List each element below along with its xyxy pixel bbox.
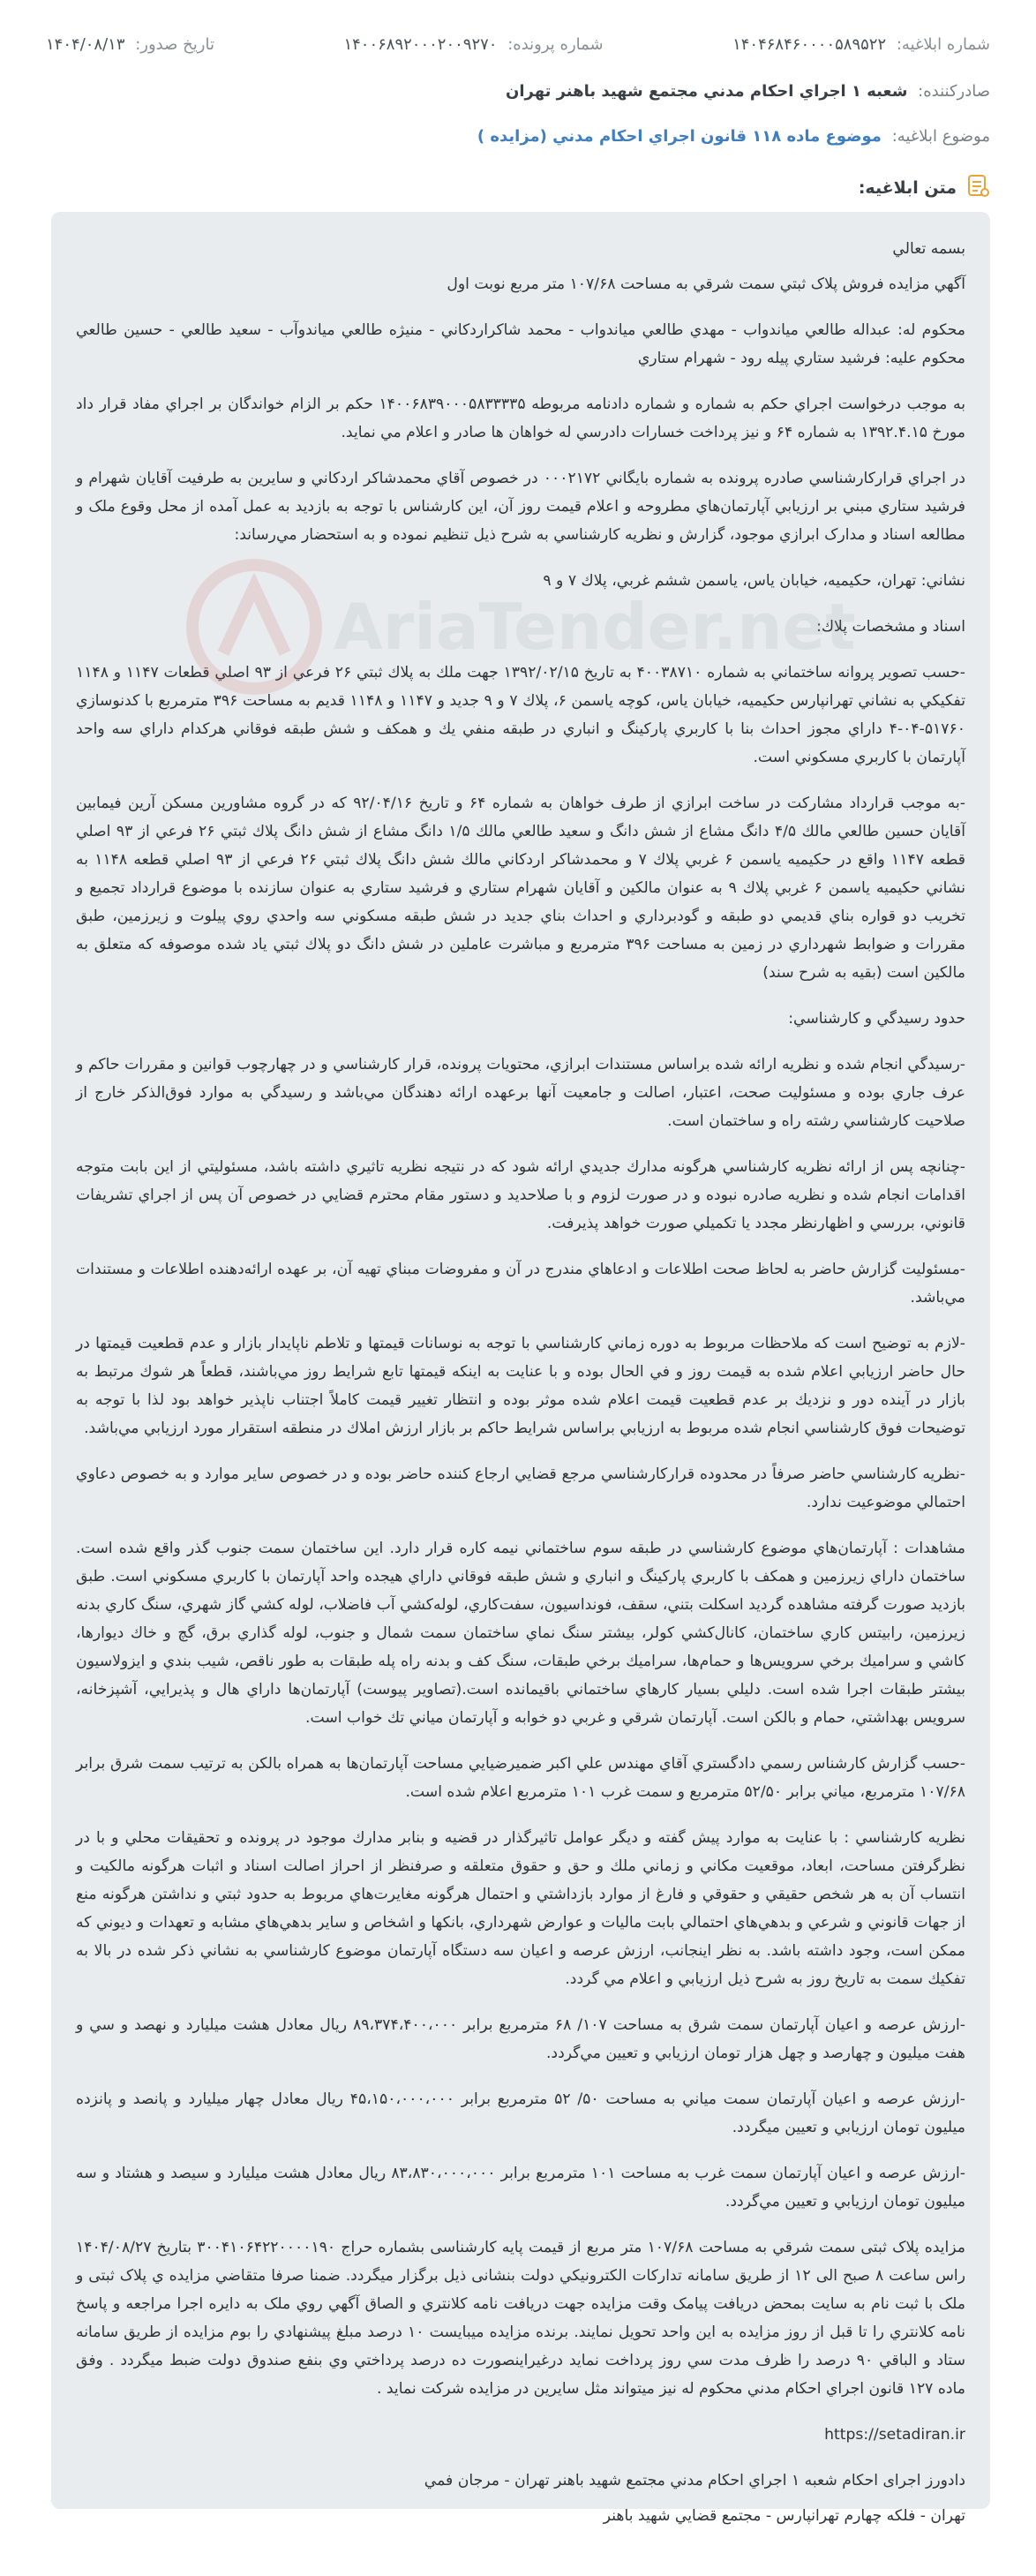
- paragraph: -ارزش عرصه و اعيان آپارتمان سمت مياني به مساحت ۵۰/ ۵۲ مترمربع برابر ۴۵،۱۵۰،۰۰۰،۰۰۰ ريال معادل چهار ميليارد و پانصد و پانزده ميليون تومان ارزيابي و تعيين ميگردد.: [76, 2090, 965, 2136]
- issue-date-value: ۱۴۰۴/۰۸/۱۳: [46, 35, 125, 54]
- notice-header: [0, 0, 1036, 146]
- subject-label: موضوع ابلاغیه:: [891, 127, 990, 146]
- subject-value: موضوع ماده ۱۱۸ قانون اجراي احكام مدني (مزايده ): [477, 127, 882, 146]
- subject: [46, 127, 990, 146]
- address-line: تهران - فلکه چهارم تهرانپارس - مجتمع قضايي شهيد باهنر: [603, 2507, 965, 2525]
- paragraph: محكوم له: عبداله طالعي مياندواب - مهدي طالعي مياندواب - محمد شاكراردكاني - منيژه طالعي مياندوآب - سعيد طالعي - حسين طالعي محكوم عليه: فرشيد ستاري پيله رود - شهرام ستاري: [76, 321, 965, 367]
- paragraph: -حسب تصوير پروانه ساختماني به شماره ۴۰۰۳۸۷۱۰ به تاريخ ۱۳۹۲/۰۲/۱۵ جهت ملك به پلاك ثبتي ۲۶ فرعي از ۹۳ اصلي قطعات ۱۱۴۷ و ۱۱۴۸ تفكيكي به نشاني تهرانپارس حكيميه، خيابان ياس، كوچه ياسمن ۶، پلاك ۷ و ۹ جديد و ۱۱۴۷ و ۱۱۴۸ قديم به مساحت ۳۹۶ مترمربع با كدنوسازي ۵۱۷۶۰-۰۴-۴ داراي مجوز احداث بنا با كاربري پاركينگ و انباري در طبقه منفي يك و همكف و شش طبقه فوقاني هركدام داراي سه واحد آپارتمان با كاربري مسكوني است.: [76, 664, 966, 766]
- paragraph: نشاني: تهران، حكيميه، خيابان ياس، ياسمن ششم غربي، پلاك ۷ و ۹: [543, 572, 965, 590]
- issue-date: [46, 35, 214, 54]
- issuer-label: صادرکننده:: [918, 82, 990, 101]
- issuer: [46, 82, 990, 101]
- paragraph: -ارزش عرصه و اعيان آپارتمان سمت غرب به مساحت ۱۰۱ مترمربع برابر ۸۳،۸۳۰،۰۰۰،۰۰۰ ريال معادل هشت ميليارد و سيصد و هشتاد و سه ميليون تومان ارزيابي و تعيين مي‌گردد.: [76, 2165, 965, 2211]
- signature-line: دادورز اجرای احکام شعبه ۱ اجراي احكام مدني مجتمع شهيد باهنر تهران - مرجان فمي: [424, 2472, 965, 2489]
- paragraph: به موجب درخواست اجراي حکم به شماره و شماره دادنامه مربوطه ۱۴۰۰۶۸۳۹۰۰۰۵۸۳۳۳۳۵ حكم بر الزام خواندگان بر اجراي مفاد قرار داد مورخ ۱۳۹۲.۴.۱۵ به شماره ۶۴ و نيز پرداخت خسارات دادرسي له خواهان ها صادر و اعلام مي نمايد.: [76, 395, 965, 441]
- notice-body: [51, 212, 990, 2525]
- paragraph: -نظريه كارشناسي حاضر صرفاً در محدوده قراركارشناسي مرجع قضايي ارجاع كننده حاضر بوده و در خصوص ساير موارد و به خصوص دعاوي احتمالي موضوعيت ندارد.: [76, 1465, 965, 1511]
- notice-number-value: ۱۴۰۴۶۸۴۶۰۰۰۰۵۸۹۵۲۲: [732, 35, 887, 54]
- paragraph: مشاهدات : آپارتمان‌هاي موضوع كارشناسي در طبقه سوم ساختماني نيمه كاره قرار دارد. اين ساختمان سمت جنوب گذر واقع شده است. ساختمان داراي زيرزمين و همكف با كاربري پاركينگ و انباري و شش طبقه فوقاني داراي هيجده واحد آپارتمان با كاربري مسكوني است. طبق بازديد صورت گرفته مشاهده گرديد اسكلت بتني، سقف، فونداسيون، سفت‌كاري، لوله‌كشي آب فاضلاب، لوله كشي گاز شهري، سنگ كاري بدنه زيرزمين، رابيتس كاري ساختمان، كانال‌كشي كولر، بيشتر سنگ نماي ساختمان سمت شمال و جنوب، لوله گذاري برق، گچ و خاك ديوارها، كاشي و سراميك برخي سرويس‌ها و حمام‌ها، سراميك برخي طبقات، سنگ كف و بدنه راه پله طبقات به طور ناقص، شيب بندي و ايزولاسيون بيشتر طبقات اجرا شده است. دليلي بسيار كارهاي ساختماني باقيمانده است.(تصاوير پيوست) آپارتمان‌ها داراي هال و پذيرايي، آشپزخانه، سرويس بهداشتي، حمام و بالكن است. آپارتمان شرقي و غربي دو خوابه و آپارتمان مياني تك خواب است.: [76, 1540, 965, 1727]
- case-number-label: شماره پرونده:: [507, 35, 604, 54]
- issuer-value: شعبه ۱ اجراي احكام مدني مجتمع شهيد باهنر تهران: [505, 82, 908, 101]
- watermark-text: AriaTender.net: [334, 590, 856, 664]
- paragraph: -به موجب قرارداد مشاركت در ساخت ابرازي از طرف خواهان به شماره ۶۴ و تاريخ ۹۲/۰۴/۱۶ كه در گروه مشاورين مسكن آرين فيمابين آقايان حسين طالعي مالك ۴/۵ دانگ مشاع از شش دانگ و سعيد طالعي مالك ۱/۵ دانگ مشاع از شش دانگ پلاك ثبتي ۲۶ فرعي از ۹۳ اصلي قطعه ۱۱۴۷ واقع در حكيميه ياسمن ۶ غربي پلاك ۷ و محمدشاكر اردكاني مالك شش دانگ پلاك ثبتي ۲۶ فرعي از ۹۳ اصلي قطعه ۱۱۴۸ به نشاني حكيميه ياسمن ۶ غربي پلاك ۹ به عنوان مالكين و آقايان شهرام ستاري و فرشيد ستاري به عنوان سازنده با موضوع قرارداد تجميع و تخريب دو قواره بناي قديمي دو طبقه و گودبرداري و احداث بناي جديد در شش طبقه مسكوني سه واحدي روي پيلوت و زيرزمين، طبق مقررات و ضوابط شهرداري در زمين به مساحت ۳۹۶ مترمربع و مباشرت عاملين در شش دانگ دو پلاك ثبتي ياد شده موصوفه كه متعلق به مالكين است (بقيه به شرح سند): [76, 795, 966, 982]
- section-title-text: متن ابلاغیه:: [858, 177, 957, 198]
- paragraph: -حسب گزارش كارشناس رسمي دادگستري آقاي مهندس علي اكبر ضميرضيايي مساحت آپارتمان‌ها به همراه بالكن به ترتيب سمت شرق برابر ۱۰۷/۶۸ مترمربع، مياني برابر ۵۲/۵۰ مترمربع و سمت غرب ۱۰۱ مترمربع اعلام شده است.: [76, 1755, 965, 1801]
- paragraph: -ارزش عرصه و اعيان آپارتمان سمت شرق به مساحت ۱۰۷/ ۶۸ مترمربع برابر ۸۹،۳۷۴،۴۰۰،۰۰۰ ريال معادل هشت ميليارد و نهصد و سي و هفت ميليون و چهارصد و چهل هزار تومان ارزيابي و تعيين مي‌گردد.: [76, 2016, 965, 2062]
- paragraph: -لازم به توضيح است كه ملاحظات مربوط به دوره زماني كارشناسي با توجه به نوسانات قيمتها و تلاطم ناپايدار بازار و عدم قطعيت قيمتها در حال حاضر ارزيابي اعلام شده به قيمت روز و في الحال بوده و با عنايت به اينكه قيمتها تابع شرايط روز مي‌باشند، قطعاً هر شوك مرتبط به بازار در آينده دور و نزديك بر عدم قطعيت قيمت اعلام شده موثر بوده و انتظار تغيير قيمت كاملاً اجتناب ناپذير خواهد بود لذا با توجه به توضيحات فوق كارشناسي انجام شده مربوط به ارزيابي براساس شرايط حاكم بر بازار ارزش املاك در منطقه استقرار مورد ارزيابي مي‌باشد.: [76, 1335, 965, 1437]
- document-icon: [965, 173, 990, 202]
- paragraph: نظريه كارشناسي : با عنايت به موارد پيش گفته و ديگر عوامل تاثيرگذار در قضيه و بنابر مدارك موجود در پرونده و تحقيقات محلي و با در نظرگرفتن مساحت، ابعاد، موقعيت مكاني و زماني ملك و حق و حقوق متعلقه و صرفنظر از احراز اصالت اسناد و اثبات هرگونه مالكيت و انتساب آن به هر شخص حقيقي و حقوقي و فارغ از موارد بازداشتي و احتمال هرگونه مغايرت‌هاي مربوط به حدود ثبتي و نداشتن هرگونه منع از جهات قانوني و شرعي و بدهي‌هاي احتمالي بابت ماليات و عوارض شهرداري، بانكها و اشخاص و ساير بدهي‌هاي مشابه و تعهدات و ديوني كه ممكن است، وجود داشته باشد. به نظر اينجانب، ارزش عرصه و اعيان سه دستگاه آپارتمان موضوع كارشناسي به نشاني ذكر شده در بالا به تفكيك سمت به تاريخ روز به شرح ذيل ارزيابي و اعلام مي گردد.: [76, 1829, 965, 1988]
- paragraph: مزايده پلاک ثبتی سمت شرقي به مساحت ۱۰۷/۶۸ متر مربع از قيمت پايه کارشناسی بشماره حراج ۳۰۰۴۱۰۶۴۲۲۰۰۰۰۱۹۰ بتاريخ ۱۴۰۴/۰۸/۲۷ راس ساعت ۸ صبح الی ۱۲ از طريق سامانه تداركات الكترونيكي دولت بنشانی ذیل برگزار ميگردد. ضمنا صرفا متقاضي مزايده ي پلاک ثبتی و ملک با ثبت نام به سايت بمحض دريافت پيامک وقت مزايده جهت دريافت نامه کلانتري و الصاق آگهي روي ملک به دايره اجرا مراجعه و پاسخ نامه کلانتري را تا قبل از روز مزايده به اين واحد تحويل نمايند. برنده مزايده ميبايست ۱۰ درصد مبلغ پيشنهادي را بوم مزايده از طريق سامانه ستاد و الباقي ۹۰ درصد را ظرف مدت سي روز پرداخت نمايد درغيراينصورت ده درصد پرداختي وي بنفع صندوق دولت ضبط ميگردد . وفق ماده ۱۲۷ قانون اجراي احکام مدني محکوم له نيز ميتواند مثل سايرين در مزايده شركت نمايد .: [76, 2239, 966, 2398]
- section-title: [859, 173, 990, 202]
- notice-number-label: شماره ابلاغیه:: [896, 35, 990, 54]
- meta-row: [46, 35, 990, 54]
- paragraph: -چنانچه پس از ارائه نظريه كارشناسي هرگونه مدارك جديدي ارائه شود كه در نتيجه نظريه تاثيري داشته باشد، مسئوليتي از اين بابت متوجه اقدامات انجام شده و نظريه صادره نبوده و در صورت لزوم و با صلاحديد و دستور مقام محترم قضايي در خصوص آن پس از اجراي تشريفات قانوني، بررسي و اظهارنظر مجدد يا تكميلي صورت خواهد پذيرفت.: [76, 1158, 965, 1232]
- paragraph: بسمه تعالي: [892, 240, 965, 258]
- case-number-value: ۱۴۰۰۶۸۹۲۰۰۰۲۰۰۹۲۷۰: [343, 35, 498, 54]
- paragraph: -رسيدگي انجام شده و نظريه ارائه شده براساس مستندات ابرازي، محتويات پرونده، قرار كارشناسي و در چهارچوب قوانين و مقررات حاكم و عرف جاري بوده و مسئوليت صحت، اعتبار، اصالت و جامعيت آنها برعهده ارائه دهندگان مي‌باشد و رسيدگي به موارد فوق‌الذكر خارج از صلاحيت كارشناسي رشته راه و ساختمان است.: [76, 1056, 965, 1130]
- setad-link[interactable]: https://setadiran.ir: [824, 2426, 965, 2444]
- paragraph: حدود رسيدگي و كارشناسي:: [788, 1010, 965, 1028]
- case-number: [343, 35, 603, 54]
- paragraph: -مسئوليت گزارش حاضر به لحاظ صحت اطلاعات و ادعاهاي مندرج در آن و مفروضات مبناي تهيه آن، بر عهده ارائه‌دهنده اطلاعات و مستندات مي‌باشد.: [76, 1261, 965, 1307]
- paragraph: اسناد و مشخصات پلاك:: [816, 618, 965, 636]
- issue-date-label: تاریخ صدور:: [135, 35, 214, 54]
- paragraph: در اجراي قرارکارشناسي صادره پرونده به شماره بايگاني ۰۰۰۲۱۷۲ در خصوص آقاي محمدشاکر اردکاني و سايرين به طرفيت آقايان شهرام و فرشيد ستاري مبني بر ارزيابي آپارتمان‌هاي مطروحه و اعلام قيمت روز آن، اين کارشناس با توجه به بازديد به عمل آمده از محل وقوع ملک و مطالعه اسناد و مدارک ابرازي موجود، گزارش و نظريه کارشناسي به شرح ذيل تنظيم نموده و به استحضار مي‌رساند:: [76, 470, 965, 544]
- paragraph: آگهي مزايده فروش پلاک ثبتي سمت شرقي به مساحت ۱۰۷/۶۸ متر مربع نوبت اول: [447, 275, 965, 293]
- notice-number: [732, 35, 990, 54]
